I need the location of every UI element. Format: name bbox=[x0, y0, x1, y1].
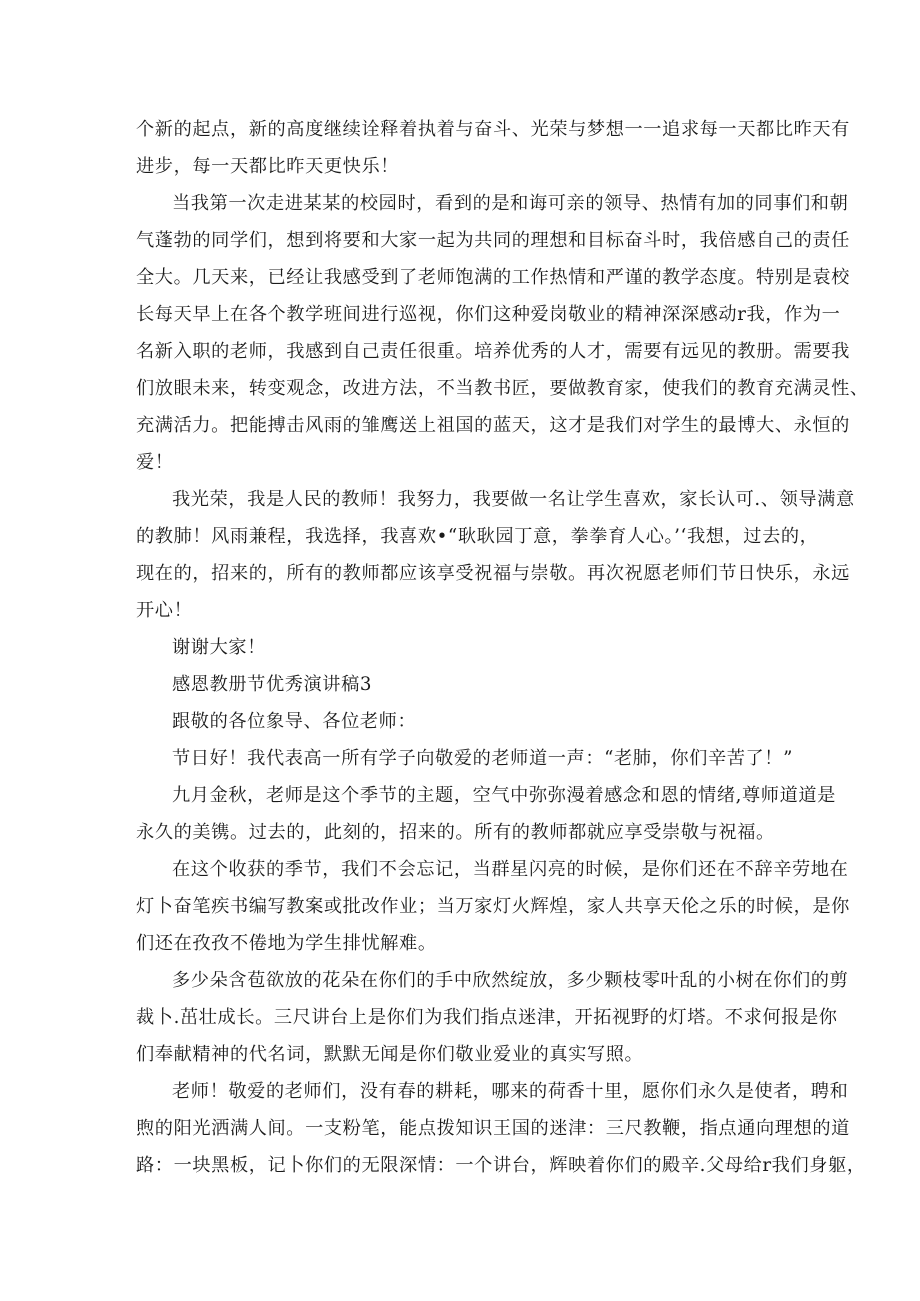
text-line: 长每天早上在各个教学班间进行巡视，你们这种爱岗敬业的精神深深感动r我，作为一 bbox=[136, 304, 841, 325]
text-line: 在这个收获的季节，我们不会忘记，当群星闪亮的时候，是你们还在不辞辛劳地在 bbox=[172, 859, 849, 880]
text-line: 我光荣，我是人民的教师！我努力，我要做一名让学生喜欢，家长认可.、领导满意 bbox=[172, 489, 855, 510]
text-line: 爱！ bbox=[136, 452, 174, 473]
text-line: 多少朵含苞欲放的花朵在你们的手中欣然绽放，多少颗枝零叶乱的小树在你们的剪 bbox=[172, 970, 849, 991]
text-line: 们奉献精神的代名词，默默无闻是你们敬业爱业的真实写照。 bbox=[136, 1044, 644, 1065]
salutation: 跟敬的各位象导、各位老师： bbox=[172, 711, 417, 732]
text-line: 永久的美镌。过去的，此刻的，招来的。所有的教师都就应享受崇敬与祝福。 bbox=[136, 822, 775, 843]
section-heading: 感恩教册节优秀演讲稿3 bbox=[172, 674, 373, 695]
text-line: 充满活力。把能搏击风雨的雏鹰送上祖国的蓝天，这才是我们对学生的最博大、永恒的 bbox=[136, 415, 850, 436]
text-line: 的教肺！风雨兼程，我选择，我喜欢•“耿耿园丁意，拳拳育人心。’‘我想，过去的， bbox=[136, 526, 819, 547]
text-line: 节日好！我代表高一所有学子向敬爱的老师道一声：“老肺，你们辛苦了！” bbox=[172, 748, 793, 769]
text-line: 灯卜奋笔疾书编写教案或批改作业；当万家灯火辉煌，家人共享天伦之乐的时候，是你 bbox=[136, 896, 850, 917]
text-line: 九月金秋，老师是这个季节的主题，空气中弥弥漫着感念和恩的情绪,尊师道道是 bbox=[172, 785, 836, 806]
text-line: 名新入职的老师，我感到自己责任很重。培养优秀的人才，需要有远见的教册。需要我 bbox=[136, 341, 850, 362]
text-line: 现在的，招来的，所有的教师都应该享受祝福与崇敬。再次祝愿老师们节日快乐，永远 bbox=[136, 563, 850, 584]
text-line: 进步，每一天都比昨天更快乐！ bbox=[136, 156, 400, 177]
text-line: 个新的起点，新的高度继续诠释着执着与奋斗、光荣与梦想一一追求每一天都比昨天有 bbox=[136, 119, 850, 140]
text-line: 老师！敬爱的老师们，没有春的耕耗，哪来的荷香十里，愿你们永久是使者，聘和 bbox=[172, 1081, 849, 1102]
text-line: 煦的阳光洒满人间。一支粉笔，能点拨知识王国的迷津：三尺教鞭，指点通向理想的道 bbox=[136, 1118, 850, 1139]
text-line: 全大。几天来，已经让我感受到了老师饱满的工作热情和严谨的教学态度。特别是袁校 bbox=[136, 267, 850, 288]
text-line: 气蓬勃的同学们，想到将要和大家一起为共同的理想和目标奋斗时，我倍感自己的责任 bbox=[136, 230, 850, 251]
text-line: 裁卜.茁壮成长。三尺讲台上是你们为我们指点迷津，开拓视野的灯塔。不求何报是你 bbox=[136, 1007, 838, 1028]
text-line: 们还在孜孜不倦地为学生排忧解难。 bbox=[136, 933, 437, 954]
text-line: 当我第一次走进某某的校园时，看到的是和诲可亲的领导、热情有加的同事们和朝 bbox=[172, 193, 849, 214]
text-line: 谢谢大家！ bbox=[172, 637, 266, 658]
text-line: 们放眼未来，转变观念，改进方法，不当教书匠，要做教育家，使我们的教育充满灵性、 bbox=[136, 378, 869, 399]
text-line: 路：一块黑板，记卜你们的无限深情：一个讲台，辉映着你们的殿辛.父母给r我们身躯， bbox=[136, 1155, 866, 1176]
text-line: 开心！ bbox=[136, 600, 193, 621]
